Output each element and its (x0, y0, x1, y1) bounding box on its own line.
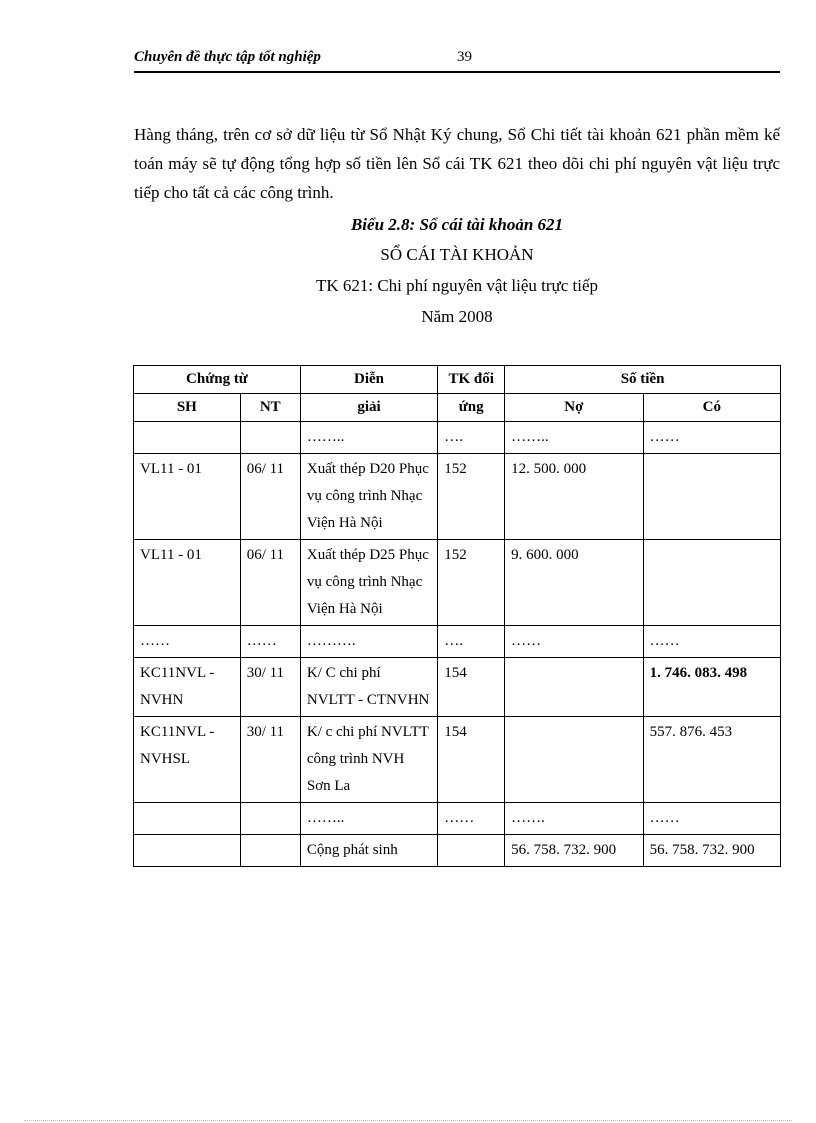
cell-nt: 30/ 11 (240, 717, 300, 803)
cell-nt: 06/ 11 (240, 454, 300, 540)
cell-description: Cộng phát sinh (300, 835, 437, 867)
header-description-2: giải (300, 394, 437, 422)
cell-contra-account: …. (438, 626, 505, 658)
cell-credit: 557. 876. 453 (643, 717, 780, 803)
cell-debit: ……. (505, 803, 643, 835)
header-credit: Có (643, 394, 780, 422)
header-row-2 (134, 394, 781, 422)
account-title: TK 621: Chi phí nguyên vật liệu trực tiếp (315, 276, 599, 295)
cell-sh (134, 803, 241, 835)
cell-sh: VL11 - 01 (134, 454, 241, 540)
header-nt: NT (240, 394, 300, 422)
cell-contra-account: 154 (438, 717, 505, 803)
table-row (134, 454, 781, 540)
cell-sh: VL11 - 01 (134, 540, 241, 626)
cell-nt: 30/ 11 (240, 658, 300, 717)
table-row (134, 803, 781, 835)
cell-contra-account: 152 (438, 454, 505, 540)
ledger-title: SỔ CÁI TÀI KHOẢN (380, 245, 534, 264)
cell-description: K/ c chi phí NVLTT công trình NVH Sơn La (300, 717, 437, 803)
cell-debit: …… (505, 626, 643, 658)
cell-contra-account: 154 (438, 658, 505, 717)
cell-debit: 12. 500. 000 (505, 454, 643, 540)
cell-nt (240, 803, 300, 835)
table-row (134, 626, 781, 658)
total-row (134, 835, 781, 867)
header-contra-account-2: ứng (438, 394, 505, 422)
header-amount: Số tiền (505, 366, 781, 394)
cell-debit (505, 717, 643, 803)
cell-credit: …… (643, 422, 780, 454)
page-number: 39 (457, 49, 472, 65)
cell-description: …….. (300, 803, 437, 835)
cell-credit (643, 454, 780, 540)
cell-sh: KC11NVL - NVHN (134, 658, 241, 717)
cell-debit: …….. (505, 422, 643, 454)
header-contra-account: TK đối (438, 366, 505, 394)
cell-description: Xuất thép D25 Phục vụ công trình Nhạc Viện Hà Nội (300, 540, 437, 626)
cell-description: …….. (300, 422, 437, 454)
cell-debit (505, 658, 643, 717)
cell-sh (134, 835, 241, 867)
cell-sh: …… (134, 626, 241, 658)
cell-contra-account: 152 (438, 540, 505, 626)
cell-nt (240, 835, 300, 867)
table-row (134, 717, 781, 803)
ledger-table (133, 365, 781, 867)
intro-paragraph: Hàng tháng, trên cơ sở dữ liệu từ Sổ Nhật Ký chung, Sổ Chi tiết tài khoản 621 phần mềm kế toán máy sẽ tự động tổng hợp số tiền lên Sổ cái TK 621 theo dõi chi phí nguyên vật liệu trực tiếp cho tất cả các công trình. (134, 125, 780, 202)
cell-nt (240, 422, 300, 454)
footer-divider (24, 1120, 792, 1121)
cell-contra-account: …… (438, 803, 505, 835)
header-description: Diễn (300, 366, 437, 394)
cell-sh: KC11NVL - NVHSL (134, 717, 241, 803)
cell-credit: 1. 746. 083. 498 (643, 658, 780, 717)
table-caption: Biểu 2.8: Sổ cái tài khoản 621 (350, 215, 564, 234)
cell-description: ………. (300, 626, 437, 658)
cell-description: Xuất thép D20 Phục vụ công trình Nhạc Viện Hà Nội (300, 454, 437, 540)
header-voucher: Chứng từ (134, 366, 301, 394)
table-row (134, 540, 781, 626)
cell-contra-account: …. (438, 422, 505, 454)
cell-nt: 06/ 11 (240, 540, 300, 626)
cell-credit: …… (643, 803, 780, 835)
cell-debit: 9. 600. 000 (505, 540, 643, 626)
cell-sh (134, 422, 241, 454)
table-row (134, 658, 781, 717)
header-debit: Nợ (505, 394, 643, 422)
cell-nt: …… (240, 626, 300, 658)
cell-debit: 56. 758. 732. 900 (505, 835, 643, 867)
header-sh: SH (134, 394, 241, 422)
cell-description: K/ C chi phí NVLTT - CTNVHN (300, 658, 437, 717)
cell-credit: 56. 758. 732. 900 (643, 835, 780, 867)
header-row-1 (134, 366, 781, 394)
year-label: Năm 2008 (421, 307, 493, 326)
cell-credit (643, 540, 780, 626)
table-row (134, 422, 781, 454)
cell-credit: …… (643, 626, 780, 658)
header-title: Chuyên đề thực tập tốt nghiệp (134, 49, 321, 65)
page-header (134, 47, 780, 73)
cell-contra-account (438, 835, 505, 867)
